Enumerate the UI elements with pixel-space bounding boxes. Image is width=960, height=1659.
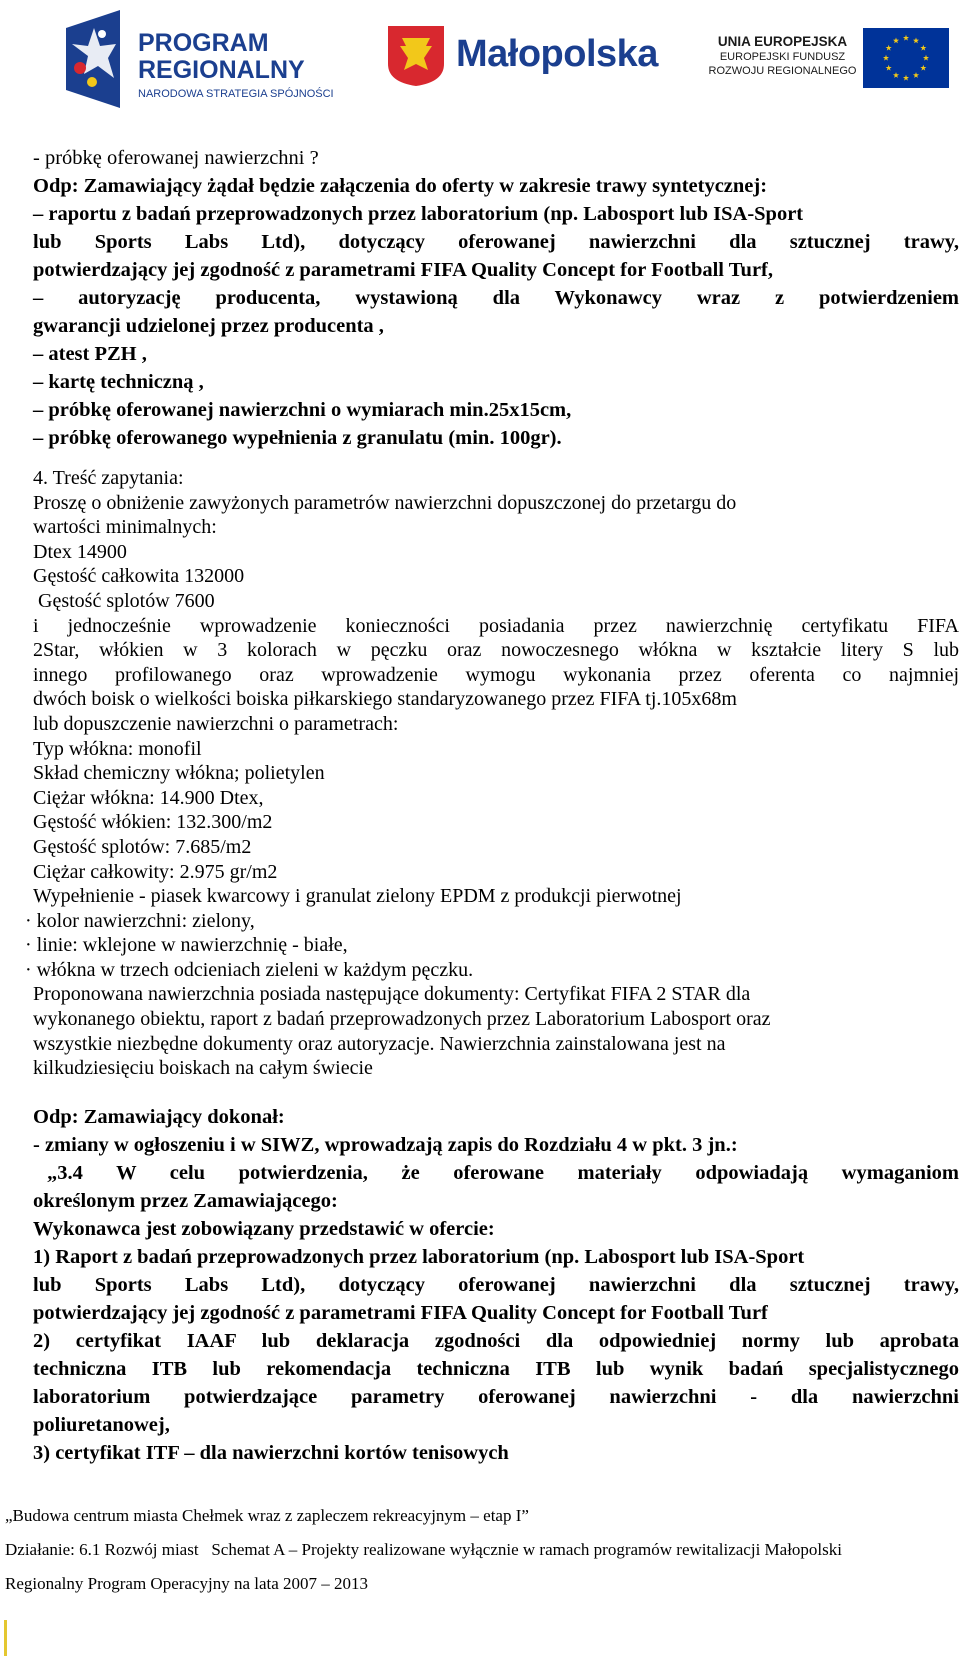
answer4-line: „3.4 W celu potwierdzenia, że oferowane materiały odpowiadają wymaganiom — [47, 1161, 959, 1184]
question4-bullet: · linie: wklejone w nawierzchnię - białe, — [25, 934, 348, 957]
margin-mark — [4, 1620, 7, 1656]
footer-project-title: „Budowa centrum miasta Chełmek wraz z zapleczem rekreacyjnym – etap I” — [5, 1506, 529, 1525]
question4-line: wszystkie niezbędne dokumenty oraz autoryzacje. Nawierzchnia zainstalowana jest na — [33, 1032, 726, 1055]
program-line1: PROGRAM — [138, 29, 269, 57]
answer-item-2b: gwarancji udzielonej przez producenta , — [33, 315, 384, 337]
program-line3: NARODOWA STRATEGIA SPÓJNOŚCI — [138, 88, 334, 100]
answer4-line: lub Sports Labs Ltd), dotyczący oferowanej nawierzchni dla sztucznej trawy, — [33, 1273, 959, 1296]
header-logos — [0, 0, 960, 120]
answer-item-3: – atest PZH , — [33, 343, 147, 365]
question4-line: Skład chemiczny włókna; polietylen — [33, 762, 325, 785]
question4-line: 2Star, włókien w 3 kolorach w pęczku oraz nowoczesnego włókna w kształcie litery S lub — [33, 639, 959, 662]
question4-bullet: · włókna w trzech odcieniach zieleni w każdym pęczku. — [25, 958, 474, 981]
answer-item-6: – próbkę oferowanego wypełnienia z granulatu (min. 100gr). — [33, 427, 562, 449]
question4-line: Ciężar całkowity: 2.975 gr/m2 — [33, 860, 278, 883]
question4-line: Ciężar włókna: 14.900 Dtex, — [33, 786, 264, 809]
question4-line: Gęstość splotów 7600 — [33, 589, 215, 612]
eu-line3: ROZWOJU REGIONALNEGO — [708, 65, 857, 77]
question4-line: innego profilowanego oraz wprowadzenie wymogu wykonania przez oferenta co najmniej — [33, 663, 959, 686]
answer4-line: potwierdzający jej zgodność z parametrami FIFA Quality Concept for Football Turf — [33, 1301, 768, 1324]
answer4-line: poliuretanowej, — [33, 1413, 170, 1436]
malopolska-text: Małopolska — [456, 33, 658, 75]
question4-line: Proponowana nawierzchnia posiada następujące dokumenty: Certyfikat FIFA 2 STAR dla — [33, 983, 751, 1006]
question4-line: lub dopuszczenie nawierzchni o parametrach: — [33, 712, 399, 735]
question4-line: kilkudziesięciu boiskach na całym świecie — [33, 1057, 373, 1080]
question4-line: Dtex 14900 — [33, 540, 127, 563]
answer4-heading: Odp: Zamawiający dokonał: — [33, 1105, 285, 1128]
answer4-line: 1) Raport z badań przeprowadzonych przez laboratorium (np. Labosport lub ISA-Sport — [33, 1245, 805, 1268]
question4-line: wykonanego obiektu, raport z badań przeprowadzonych przez Laboratorium Labosport oraz — [33, 1008, 771, 1031]
page-footer — [5, 1506, 955, 1594]
question4-line: dwóch boisk o wielkości boiska piłkarskiego standaryzowanego przez FIFA tj.105x68m — [33, 688, 737, 711]
spacer — [5, 1560, 955, 1574]
question4-bullet: · kolor nawierzchni: zielony, — [25, 909, 255, 932]
document-body — [25, 144, 959, 1467]
answer4-line: - zmiany w ogłoszeniu i w SIWZ, wprowadzają zapis do Rozdziału 4 w pkt. 3 jn.: — [33, 1133, 738, 1156]
malopolska-logo — [386, 22, 666, 92]
question4-line: Proszę o obniżenie zawyżonych parametrów nawierzchni dopuszczonej do przetargu do — [33, 491, 737, 514]
spacer — [5, 1526, 955, 1540]
spacer — [33, 1081, 959, 1103]
answer-item-5: – próbkę oferowanej nawierzchni o wymiarach min.25x15cm, — [33, 399, 572, 421]
question4-line: Wypełnienie - piasek kwarcowy i granulat zielony EPDM z produkcji pierwotnej — [33, 885, 682, 908]
question4-line: Gęstość splotów: 7.685/m2 — [33, 835, 252, 858]
spacer — [33, 452, 959, 466]
answer-item-2a: – autoryzację producenta, wystawioną dla Wykonawcy wraz z potwierdzeniem — [33, 287, 959, 309]
answer-intro: Odp: Zamawiający żądał będzie załączenia do oferty w zakresie trawy syntetycznej: — [33, 175, 768, 197]
answer4-line: techniczna ITB lub rekomendacja techniczna ITB lub wynik badań specjalistycznego — [33, 1357, 959, 1380]
malopolska-crest-icon — [386, 24, 446, 88]
answer-item-1b: lub Sports Labs Ltd), dotyczący oferowanej nawierzchni dla sztucznej trawy, — [33, 231, 959, 253]
question4-line: Typ włókna: monofil — [33, 737, 202, 760]
program-regionalny-logo — [62, 4, 362, 114]
question4-line: wartości minimalnych: — [33, 516, 217, 539]
eu-logo — [705, 24, 950, 94]
answer-item-1a: – raportu z badań przeprowadzonych przez laboratorium (np. Labosport lub ISA-Sport — [33, 203, 804, 225]
answer4-line: laboratorium potwierdzające parametry oferowanej nawierzchni - dla nawierzchni — [33, 1385, 959, 1408]
question4-line: Gęstość włókien: 132.300/m2 — [33, 811, 273, 834]
answer4-line: określonym przez Zamawiającego: — [33, 1189, 338, 1212]
eu-line1: UNIA EUROPEJSKA — [717, 34, 848, 49]
footer-action: Działanie: 6.1 Rozwój miast Schemat A – Projekty realizowane wyłącznie w ramach programów rewitalizacji Małopolski — [5, 1540, 842, 1559]
question4-heading: 4. Treść zapytania: — [33, 467, 184, 489]
answer-item-1c: potwierdzający jej zgodność z parametrami FIFA Quality Concept for Football Turf, — [33, 259, 773, 281]
answer4-line: 3) certyfikat ITF – dla nawierzchni kortów tenisowych — [33, 1441, 509, 1464]
eu-line2: EUROPEJSKI FUNDUSZ — [719, 51, 846, 63]
eu-flag-icon — [863, 28, 949, 88]
answer-item-4: – kartę techniczną , — [33, 371, 204, 393]
answer4-line: Wykonawca jest zobowiązany przedstawić w ofercie: — [33, 1217, 495, 1240]
question4-line: Gęstość całkowita 132000 — [33, 565, 245, 588]
question4-line: i jednocześnie wprowadzenie konieczności posiadania przez nawierzchnię certyfikatu FIFA — [33, 614, 959, 637]
footer-program: Regionalny Program Operacyjny na lata 2007 – 2013 — [5, 1574, 369, 1593]
program-line2: REGIONALNY — [138, 56, 305, 84]
answer4-line: 2) certyfikat IAAF lub deklaracja zgodności dla odpowiedniej normy lub aprobata — [33, 1329, 959, 1352]
question-tail: - próbkę oferowanej nawierzchni ? — [33, 147, 319, 169]
